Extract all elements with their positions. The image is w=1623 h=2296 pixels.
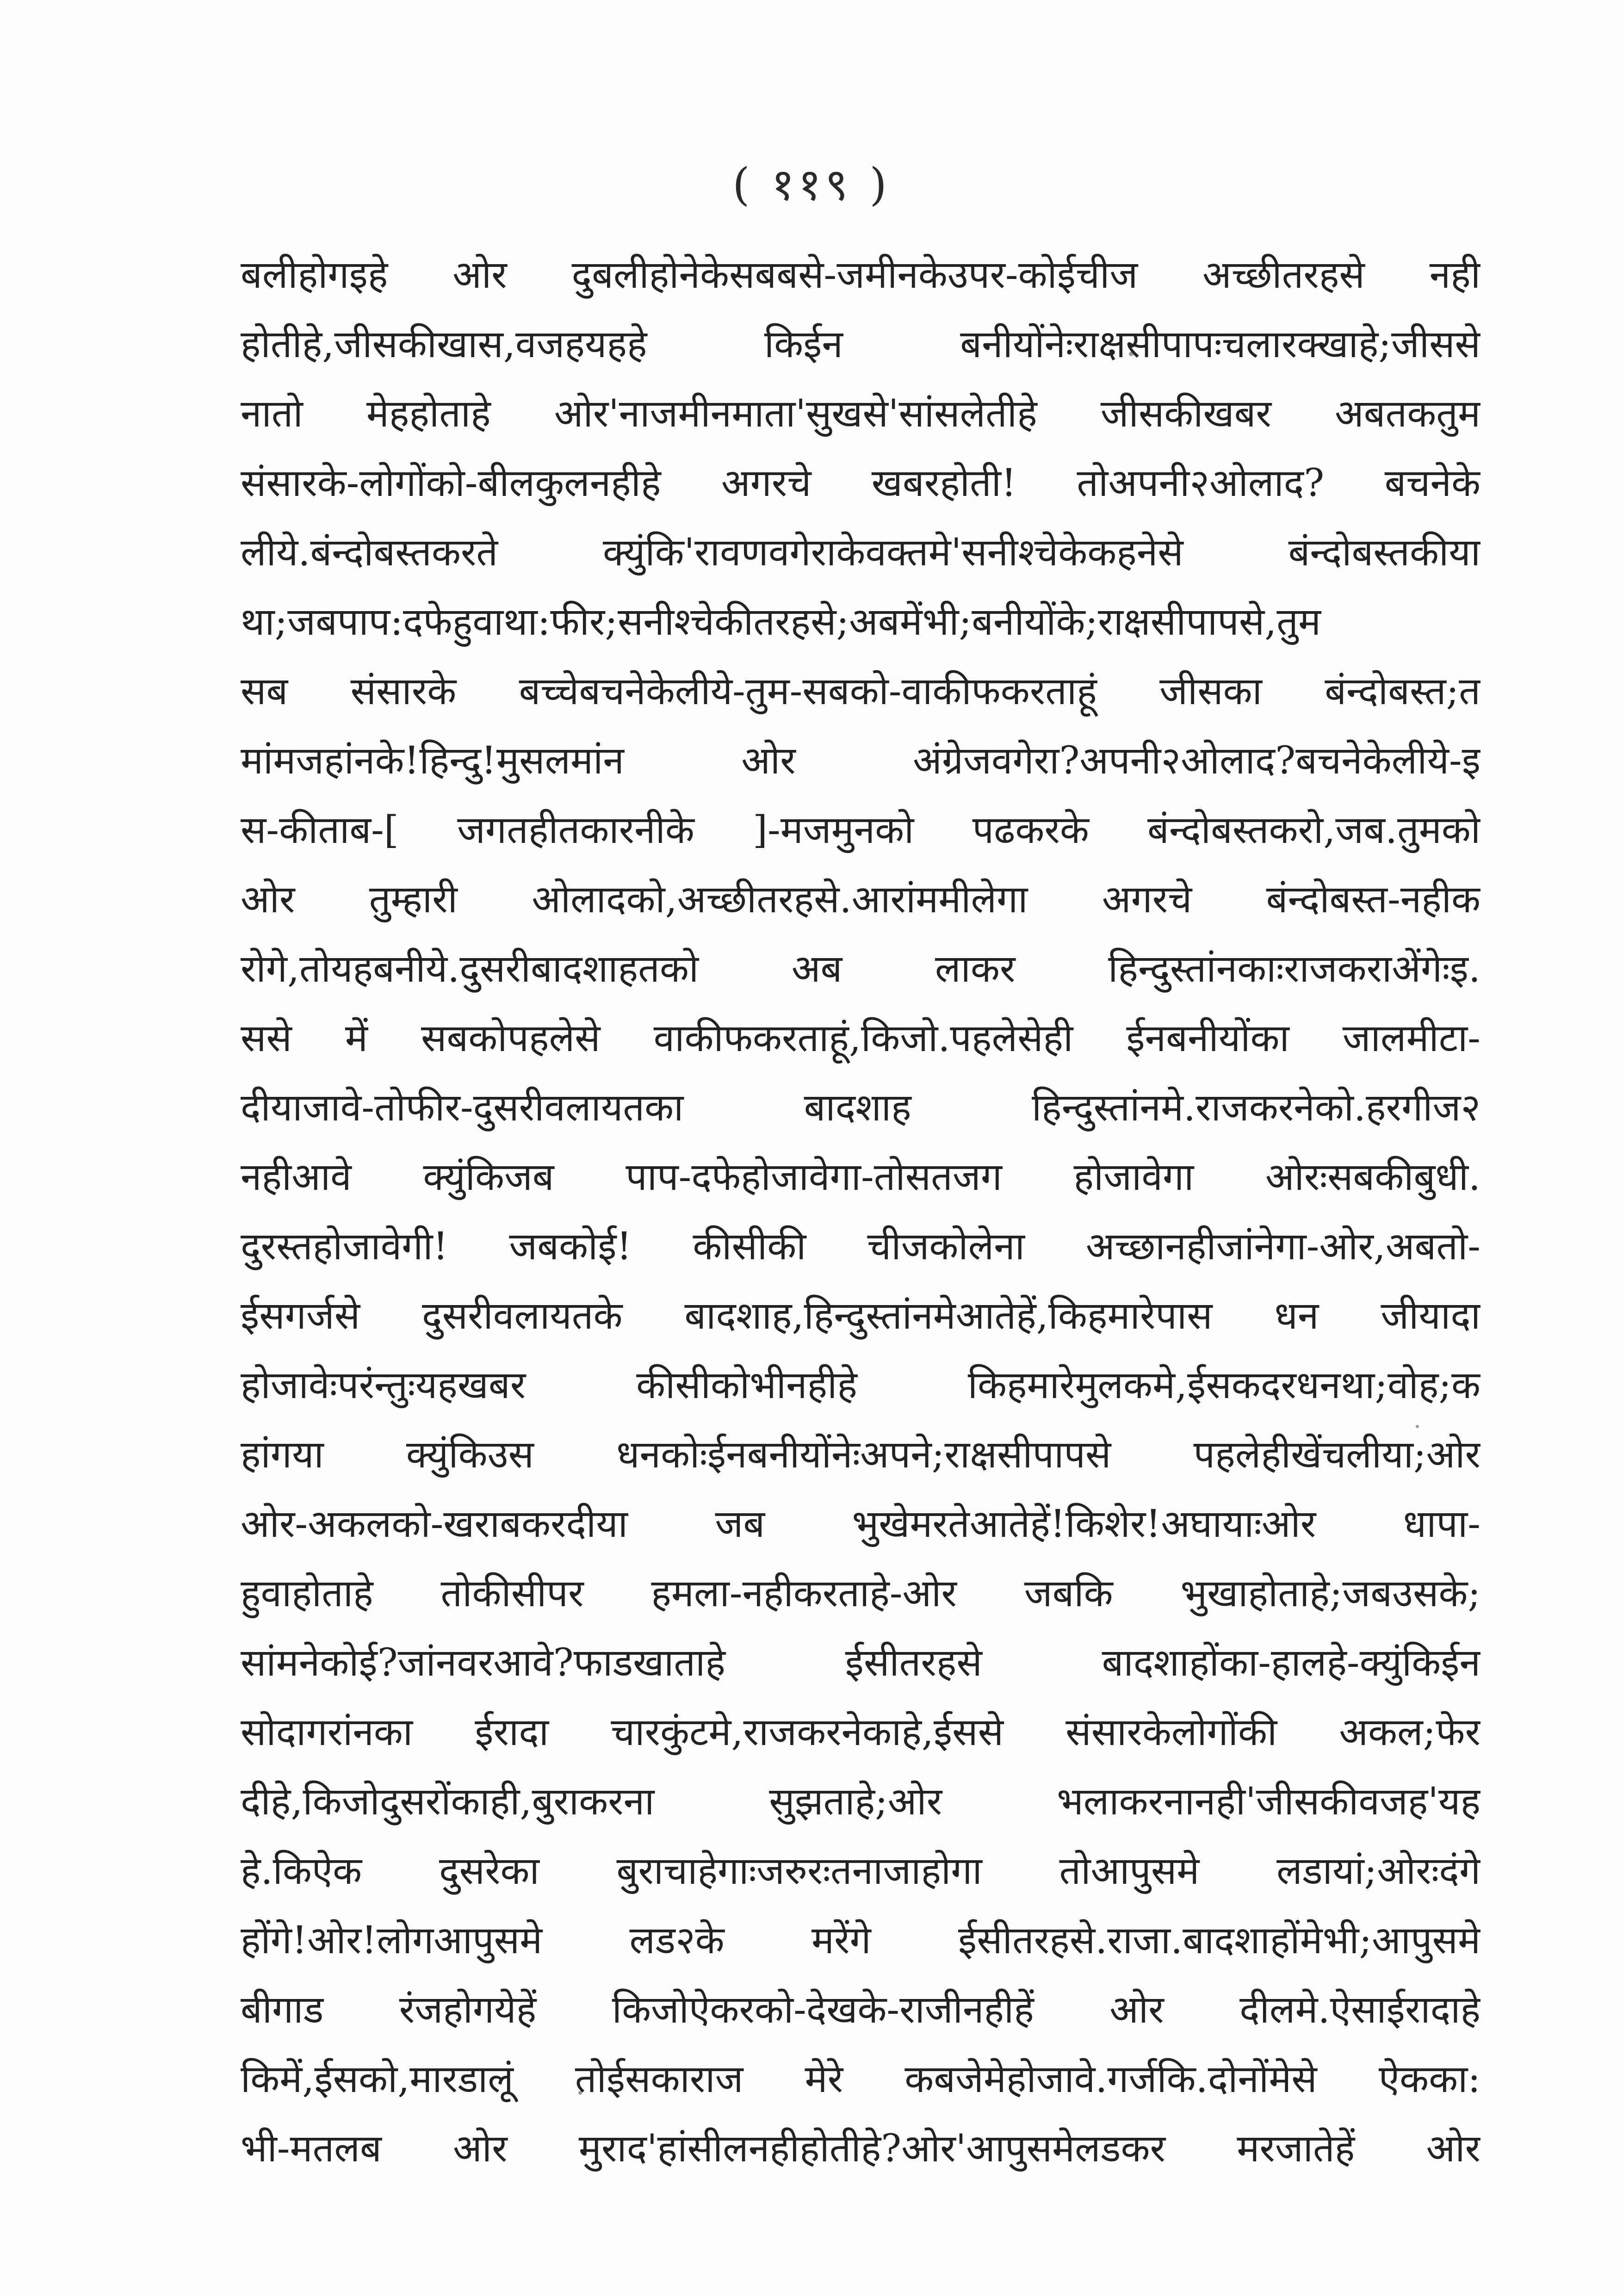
text-line: रोगे,तोयहबनीये.दुसरीबादशाहतको अब लाकर हिन्दुस्तांनकाःराजकराअेंगेःइ. [241, 947, 1481, 991]
page-number: ( ११९ ) [732, 159, 891, 210]
text-line: ईसगर्जसे दुसरीवलायतके बादशाह,हिन्दुस्तांनमेआतेहें,किहमारेपास धन जीयादा [241, 1294, 1481, 1338]
text-line: नहीआवे क्युंकिजब पाप-दफेहोजावेगा-तोसतजग होजावेगा ओरःसबकीबुधी. [241, 1155, 1481, 1199]
text-line: हांगया क्युंकिउस धनकोःईनबनीयोंनेःअपने;राक्षसीपापसे पहलेहीखेंचलीया;ओर [241, 1433, 1481, 1477]
text-line: नातो मेहहोताहे ओर'नाजमीनमाता'सुखसे'सांसलेतीहे जीसकीखबर अबतकतुम [241, 392, 1481, 436]
text-line: था;जबपाप:दफेहुवाथा:फीर;सनीश्चेकीतरहसे;अबमेंभी;बनीयोंके;राक्षसीपापसे,तुम [241, 600, 1321, 644]
text-line: ओर तुम्हारी ओलादको,अच्छीतरहसे.आरांममीलेगा अगरचे बंन्दोबस्त-नहीक [241, 878, 1481, 922]
text-line: मांमजहांनके!हिन्दु!मुसलमांन ओर अंग्रेजवगेरा?अपनी२ओलाद?बचनेकेलीये-इ [241, 739, 1481, 783]
body-text [241, 241, 1481, 2184]
text-line: संसारके-लोगोंको-बीलकुलनहीहे अगरचे खबरहोती! तोअपनी२ओलाद? बचनेके [241, 461, 1481, 505]
text-line: सोदागरांनका ईरादा चारकुंटमे,राजकरनेकाहे,ईससे संसारकेलोगोंकी अकल;फेर [241, 1710, 1481, 1754]
text-line: दीयाजावे-तोफीर-दुसरीवलायतका बादशाह हिन्दुस्तांनमे.राजकरनेको.हरगीज२ [241, 1086, 1481, 1130]
text-line: हे.किऐक दुसरेका बुराचाहेगाःजरुरःतनाजाहोगा तोआपुसमे लडायां;ओरःदंगे [241, 1849, 1481, 1893]
text-line: हुवाहोताहे तोकीसीपर हमला-नहीकरताहे-ओर जबकि भुखाहोताहे;जबउसके; [241, 1572, 1481, 1615]
text-line: होंगे!ओर!लोगआपुसमे लड२के मरेंगे ईसीतरहसे.राजा.बादशाहोंमेभी;आपुसमे [241, 1918, 1481, 1962]
text-line: ओर-अकलको-खराबकरदीया जब भुखेमरतेआतेहें!किशेर!अघायाःओर धापा- [241, 1502, 1481, 1546]
text-line: किमें,ईसको,मारडालूं तोईसकाराज मेरे कबजेमेहोजावे.गर्जकि.दोनोंमेसे ऐकका: [241, 2057, 1481, 2101]
text-line: भी-मतलब ओर मुराद'हांसीलनहीहोतीहे?ओर'आपुसमेलडकर मरजातेहें ओर [241, 2127, 1481, 2171]
text-line: ससे में सबकोपहलेसे वाकीफकरताहूं,किजो.पहलेसेही ईनबनीयोंका जालमीटा- [241, 1016, 1481, 1060]
text-line: स-कीताब-[ जगतहीतकारनीके ]-मजमुनको पढकरके बंन्दोबस्तकरो,जब.तुमको [241, 808, 1481, 852]
text-line: दुरस्तहोजावेगी! जबकोई! कीसीकी चीजकोलेना अच्छानहीजांनेगा-ओर,अबतो- [241, 1225, 1481, 1269]
text-line: दीहे,किजोदुसरोंकाही,बुराकरना सुझताहे;ओर भलाकरनानही'जीसकीवजह'यह [241, 1780, 1481, 1824]
text-line: सांमनेकोई?जांनवरआवे?फाडखाताहे ईसीतरहसे बादशाहोंका-हालहे-क्युंकिईन [241, 1641, 1481, 1685]
text-line: सब संसारके बच्चेबचनेकेलीये-तुम-सबको-वाकीफकरताहूं जीसका बंन्दोबस्त;त [241, 669, 1481, 713]
text-line: होजावेःपरंन्तुःयहखबर कीसीकोभीनहीहे किहमारेमुलकमे,ईसकदरधनथा;वोह;क [241, 1363, 1481, 1407]
text-line: लीये.बंन्दोबस्तकरते क्युंकि'रावणवगेराकेवक्तमे'सनीश्चेकेकहनेसे बंन्दोबस्तकीया [241, 531, 1481, 575]
text-line: होतीहे,जीसकीखास,वजहयहहे किईन बनीयोंनेःराक्षसीपापःचलारक्खाहे;जीससे [241, 322, 1481, 366]
text-line: बलीहोगइहे ओर दुबलीहोनेकेसबबसे-जमीनकेउपर-कोईचीज अच्छीतरहसे नही [241, 253, 1481, 297]
text-line: बीगाड रंजहोगयेहें किजोऐकरको-देखके-राजीनहीहें ओर दीलमे.ऐसाईरादाहे [241, 1988, 1481, 2032]
